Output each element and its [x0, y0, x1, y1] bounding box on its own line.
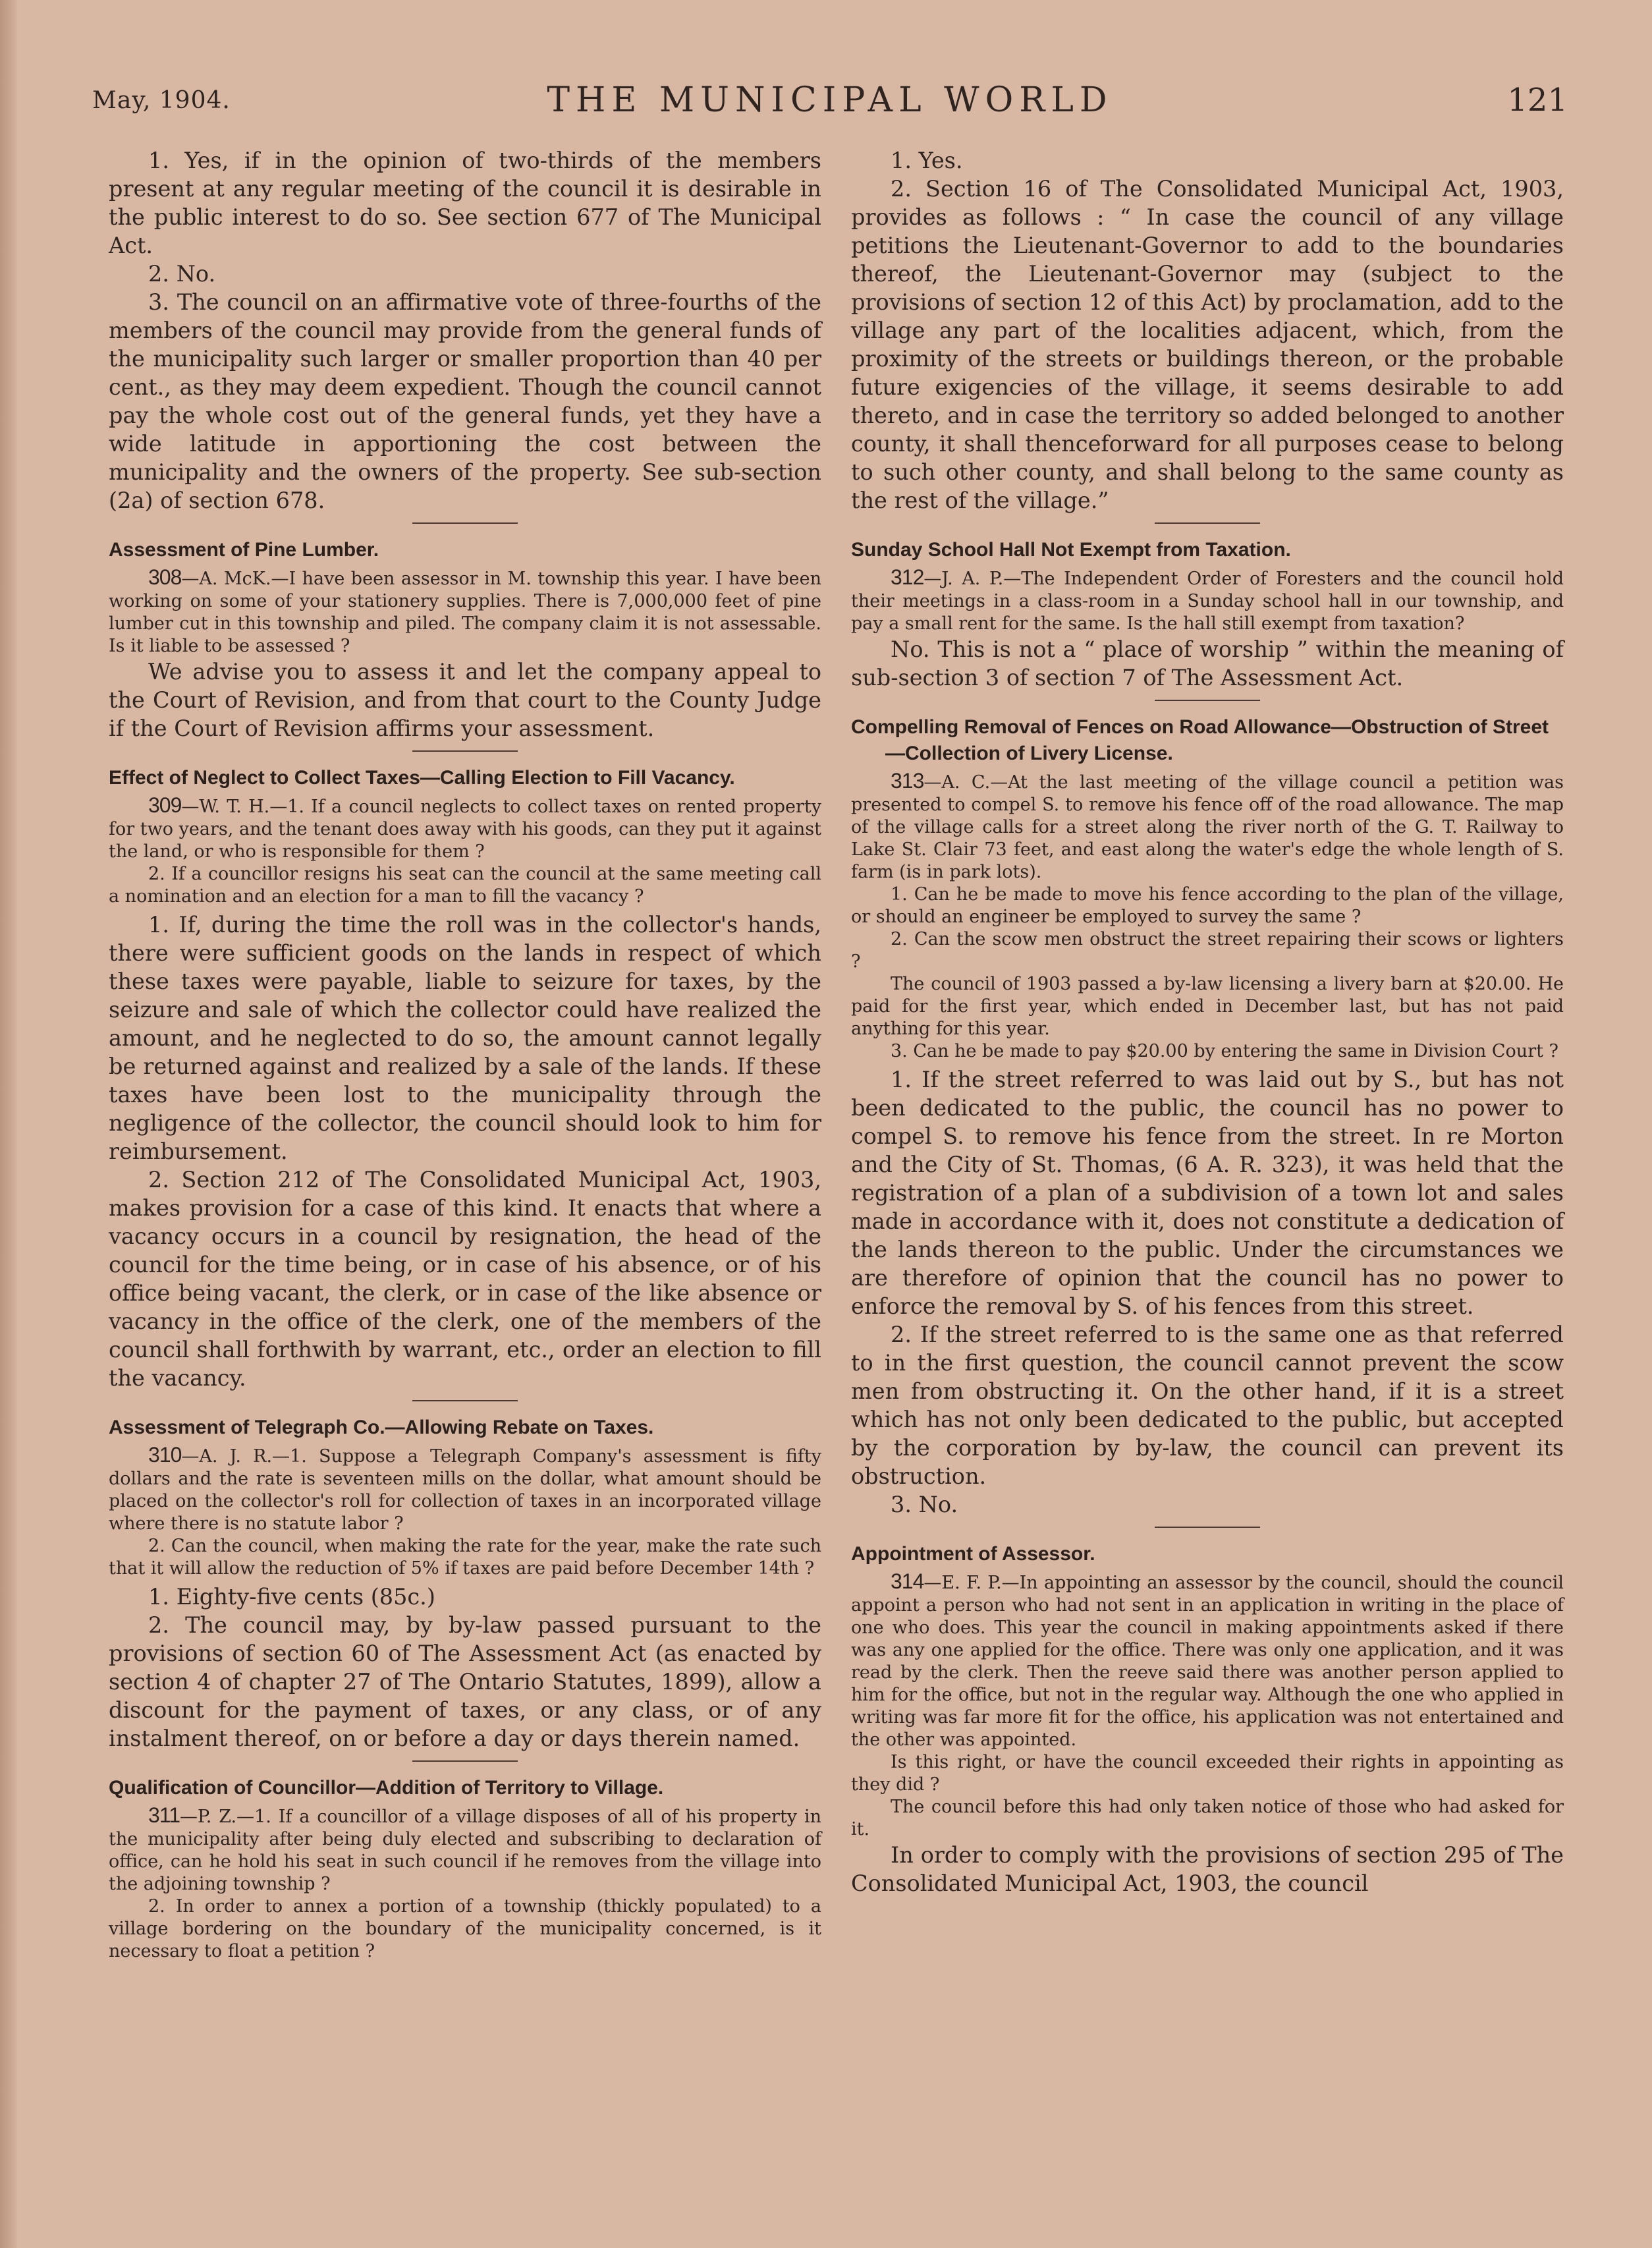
question-paragraph: 2. Can the scow men obstruct the street repairing their scows or lighters ? — [851, 929, 1564, 972]
right-column — [851, 146, 1564, 1897]
question-text: —A. J. R.—1. Suppose a Telegraph Company's assessment is fifty dollars and the rate is seventeen mills on the dollar, what amount should be placed on the collector's roll for collection of taxes in an incorporated village where there is no statute labor ? — [109, 1446, 821, 1534]
question-paragraph: The council before this had only taken notice of those who had asked for it. — [851, 1797, 1564, 1840]
section-divider — [412, 522, 518, 524]
answer-paragraph: 3. No. — [891, 1492, 958, 1517]
answer-paragraph: 1. If the street referred to was laid out by S., but has not been dedicated to the public, the council has no power to compel S. to remove his fence from the street. In re Morton and the City of St. Thomas, (6 A. R. 323), it was held that the registration of a plan of a subdivision of a town lot and sales made in accordance with it, does not constitute a dedication of the lands thereon to the public. Under the circumstances we are therefore of opinion that the council has no power to enforce the removal by S. of his fences from this street. — [851, 1067, 1564, 1319]
question-paragraph — [109, 794, 821, 863]
question-paragraph: 2. Can the council, when making the rate for the year, make the rate such that it will allow the reduction of 5% if taxes are paid before December 14th ? — [109, 1536, 821, 1579]
question-text: —P. Z.—1. If a councillor of a village disposes of all of his property in the municipality after being duly elected and subscribing to declaration of office, can he hold his seat in such council if he removes from the village into the adjoining township ? — [109, 1807, 821, 1894]
question-paragraph — [851, 770, 1564, 884]
question-paragraph: 2. If a councillor resigns his seat can the council at the same meeting call a nomination and an election for a man to fill the vacancy ? — [109, 864, 821, 907]
section-heading: Assessment of Telegraph Co.—Allowing Rebate on Taxes. — [109, 1417, 654, 1438]
answer-paragraph: 1. Yes, if in the opinion of two-thirds of the members present at any regular meeting of the council it is desirable in the public interest to do so. See section 677 of The Municipal Act. — [109, 148, 821, 258]
question-paragraph: 2. In order to annex a portion of a township (thickly populated) to a village bordering on the boundary of the municipality concerned, is it necessary to float a petition ? — [109, 1896, 821, 1961]
question-paragraph — [109, 1444, 821, 1535]
question-number: 314 — [891, 1569, 924, 1593]
section-heading: Appointment of Assessor. — [851, 1543, 1095, 1565]
question-number: 311 — [148, 1803, 180, 1827]
issue-date: May, 1904. — [92, 87, 231, 114]
answer-paragraph: 1. Eighty-five cents (85c.) — [148, 1584, 435, 1610]
section-heading: Sunday School Hall Not Exempt from Taxation. — [851, 539, 1291, 561]
section-divider — [1155, 522, 1260, 524]
question-paragraph — [109, 566, 821, 658]
question-text: —E. F. P.—In appointing an assessor by the council, should the council appoint a person who had not sent in an application in writing in the place of one who does. This year the council in making appointments asked if there was any one applied for the office. There was only one application, and it was read by the clerk. Then the reeve said there was another person applied to him for the office, but not in the regular way. Although the one who applied in writing was far more fit for the office, his application was not entertained and the other was appointed. — [851, 1573, 1564, 1750]
question-number: 313 — [891, 769, 924, 793]
answer-paragraph: 1. If, during the time the roll was in the collector's hands, there were sufficient goods on the lands in respect of which these taxes were payable, liable to seizure for taxes, by the seizure and sale of which the collector could have realized the amount, and he neglected to do so, the amount cannot legally be returned against and realized by a sale of the lands. If these taxes have been lost to the municipality through the negligence of the collector, the council should look to him for reimbursement. — [109, 912, 821, 1164]
section-divider — [1155, 700, 1260, 701]
question-paragraph: The council of 1903 passed a by-law licensing a livery barn at $20.00. He paid for the first year, which ended in December last, but has not paid anything for this year. — [851, 974, 1564, 1039]
question-paragraph — [851, 566, 1564, 635]
question-paragraph: 3. Can he be made to pay $20.00 by entering the same in Division Court ? — [891, 1041, 1559, 1061]
page-edge — [0, 0, 17, 2248]
section-divider — [412, 1400, 518, 1401]
question-text: —A. McK.—I have been assessor in M. township this year. I have been working on some of your stationery supplies. There is 7,000,000 feet of pine lumber cut in this township and piled. The company claim it is not assessable. Is it liable to be assessed ? — [109, 569, 821, 656]
answer-paragraph: In order to comply with the provisions of section 295 of The Consolidated Municipal Act, 1903, the council — [851, 1842, 1564, 1896]
question-paragraph: 1. Can he be made to move his fence according to the plan of the village, or should an engineer be employed to survey the same ? — [851, 884, 1564, 927]
answer-paragraph: 2. Section 212 of The Consolidated Municipal Act, 1903, makes provision for a case of this kind. It enacts that where a vacancy occurs in a council by resignation, the head of the council for the time being, or in case of his absence, or of his office being vacant, the clerk, or in case of the like absence or vacancy in the office of the clerk, one of the members of the council shall forthwith by warrant, etc., order an election to fill the vacancy. — [109, 1167, 821, 1391]
question-paragraph — [109, 1804, 821, 1896]
question-paragraph: Is this right, or have the council exceeded their rights in appointing as they did ? — [851, 1752, 1564, 1795]
question-text: —J. A. P.—The Independent Order of Foresters and the council hold their meetings in a class-room in a Sunday school hall in our township, and pay a small rent for the same. Is the hall still exempt from taxation? — [851, 569, 1564, 634]
answer-paragraph: We advise you to assess it and let the company appeal to the Court of Revision, and from that court to the County Judge if the Court of Revision affirms your assessment. — [109, 659, 821, 741]
question-text: —W. T. H.—1. If a council neglects to collect taxes on rented property for two years, and the tenant does away with his goods, can they put it against the land, or who is responsible for them ? — [109, 797, 821, 862]
answer-paragraph: 2. If the street referred to is the same one as that referred to in the first question, the council cannot prevent the scow men from obstructing it. On the other hand, if it is a street which has not only been dedicated to the public, but accepted by the corporation by by-law, the council can prevent its obstruction. — [851, 1322, 1564, 1489]
section-divider — [1155, 1527, 1260, 1528]
question-number: 310 — [148, 1443, 182, 1467]
question-text: —A. C.—At the last meeting of the village council a petition was presented to compel S. to remove his fence off of the road allowance. The map of the village calls for a street along the river north of the G. T. Railway to Lake St. Clair 73 feet, and east along the water's edge the whole length of S. farm (is in park lots). — [851, 772, 1564, 882]
page-number: 121 — [1507, 82, 1568, 119]
answer-paragraph: 3. The council on an affirmative vote of three-fourths of the members of the council may provide from the general funds of the municipality such larger or smaller proportion than 40 per cent., as they may deem expedient. Though the council cannot pay the whole cost out of the general funds, yet they have a wide latitude in apportioning the cost between the municipality and the owners of the property. See sub-section (2a) of section 678. — [109, 289, 821, 513]
section-divider — [412, 750, 518, 752]
section-divider — [412, 1760, 518, 1762]
answer-paragraph: 1. Yes. — [891, 148, 963, 173]
section-heading: Assessment of Pine Lumber. — [109, 539, 379, 561]
answer-paragraph: 2. Section 16 of The Consolidated Municipal Act, 1903, provides as follows : “ In case the council of any village petitions the Lieutenant-Governor to add to the boundaries thereof, the Lieutenant-Governor may (subject to the provisions of section 12 of this Act) by proclamation, add to the village any part of the localities adjacent, which, from the proximity of the streets or buildings thereon, or the probable future exigencies of the village, it seems desirable to add thereto, and in case the territory so added belonged to another county, it shall thenceforward for all purposes cease to belong to such other county, and shall belong to the same county as the rest of the village.” — [851, 176, 1564, 513]
answer-paragraph: No. This is not a “ place of worship ” within the meaning of sub-section 3 of section 7 of The Assessment Act. — [851, 636, 1564, 690]
section-heading: Effect of Neglect to Collect Taxes—Calling Election to Fill Vacancy. — [109, 767, 735, 789]
question-paragraph — [851, 1570, 1564, 1751]
question-number: 309 — [148, 793, 182, 817]
answer-paragraph: 2. No. — [148, 261, 216, 287]
publication-title: THE MUNICIPAL WORLD — [547, 80, 1113, 120]
section-heading: Compelling Removal of Fences on Road Allowance—Obstruction of Street—Collection of Livery License. — [851, 716, 1549, 764]
section-heading: Qualification of Councillor—Addition of Territory to Village. — [109, 1777, 664, 1799]
answer-paragraph: 2. The council may, by by-law passed pursuant to the provisions of section 60 of The Assessment Act (as enacted by section 4 of chapter 27 of The Ontario Statutes, 1899), allow a discount for the payment of taxes, or any class, or of any instalment thereof, on or before a day or days therein named. — [109, 1612, 821, 1751]
question-number: 308 — [148, 565, 182, 589]
page-header — [92, 78, 1568, 124]
question-number: 312 — [891, 565, 924, 589]
left-column — [109, 146, 821, 1963]
